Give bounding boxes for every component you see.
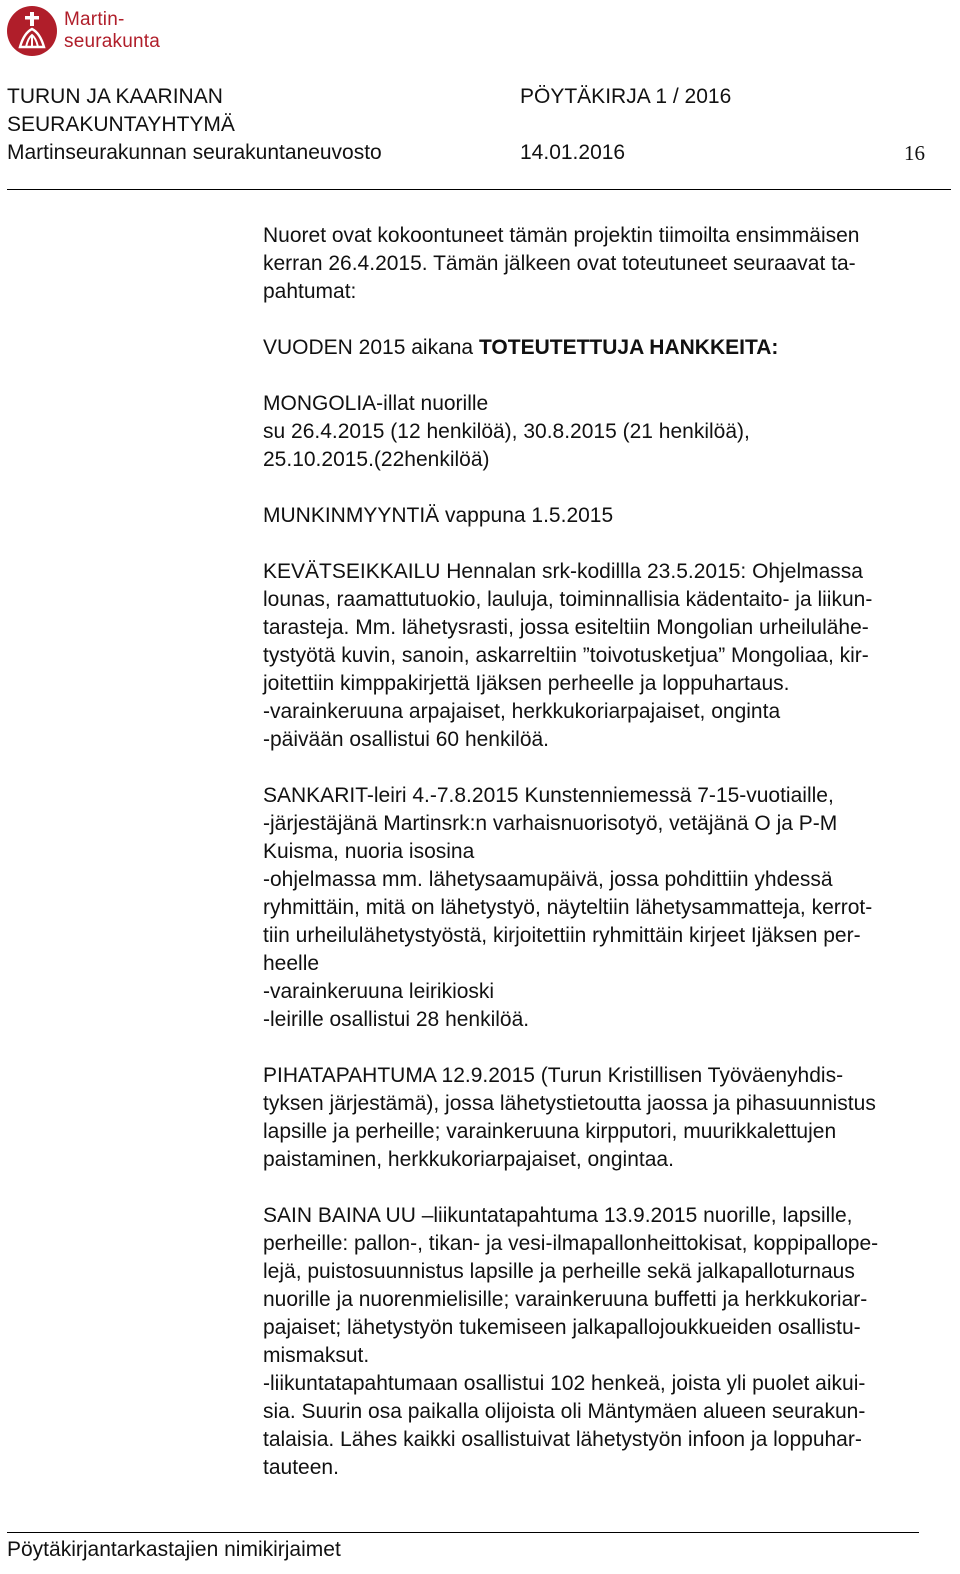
text-line: -leirille osallistui 28 henkilöä. [263, 1008, 530, 1031]
document-body [263, 222, 955, 1482]
church-cross-emblem-icon [6, 5, 58, 57]
intro-paragraph [263, 222, 955, 306]
text-line: 25.10.2015.(22henkilöä) [263, 448, 490, 471]
text-line: mismaksut. [263, 1344, 370, 1367]
logo-wordmark [64, 9, 160, 53]
text-line: SANKARIT-leiri 4.-7.8.2015 Kunstenniemessä 7-15-vuotiaille, [263, 784, 834, 807]
text-line: -järjestäjänä Martinsrk:n varhaisnuorisotyö, vetäjänä O ja P-M [263, 812, 838, 835]
text-line: su 26.4.2015 (12 henkilöä), 30.8.2015 (21 henkilöä), [263, 420, 750, 443]
text-line: tystyötä kuvin, sanoin, askarreltiin ”toivotusketjua” Mongoliaa, kir- [263, 644, 869, 667]
kevatseikkailu-paragraph [263, 558, 955, 754]
page-number: 16 [904, 141, 925, 165]
text-line: PIHATAPAHTUMA 12.9.2015 (Turun Kristillisen Työväenyhdis- [263, 1064, 844, 1087]
text-line: lounas, raamattutuokio, lauluja, toiminnallisia kädentaito- ja liikun- [263, 588, 873, 611]
projects-heading: TOTEUTETTUJA HANKKEITA: [478, 336, 779, 359]
footer-label: Pöytäkirjantarkastajien nimikirjaimet [7, 1538, 341, 1561]
text-line: pahtumat: [263, 280, 357, 303]
text-line: talaisia. Lähes kaikki osallistuivat lähetystyön infoon ja loppuhar- [263, 1428, 862, 1451]
mongolia-paragraph [263, 390, 955, 474]
text-line: tauteen. [263, 1456, 339, 1479]
text-line: heelle [263, 952, 320, 975]
text-line: perheille: pallon-, tikan- ja vesi-ilmapallonheittokisat, koppipallope- [263, 1232, 879, 1255]
text-line: kerran 26.4.2015. Tämän jälkeen ovat toteutuneet seuraavat ta- [263, 252, 856, 275]
text-line: -ohjelmassa mm. lähetysaamupäivä, jossa pohdittiin yhdessä [263, 868, 833, 891]
org-line-2: SEURAKUNTAYHTYMÄ [7, 113, 235, 136]
text-line: Kuisma, nuoria isosina [263, 840, 475, 863]
text-line: -liikuntatapahtumaan osallistui 102 henkeä, joista yli puolet aikui- [263, 1372, 866, 1395]
logo-line-2: seurakunta [64, 31, 161, 52]
text-line: Nuoret ovat kokoontuneet tämän projektin tiimoilta ensimmäisen [263, 224, 860, 247]
text-line: paistaminen, herkkukoriarpajaiset, ongintaa. [263, 1148, 674, 1171]
text-line: tyksen järjestämä), jossa lähetystietoutta jaossa ja pihasuunnistus [263, 1092, 876, 1115]
organization-block [7, 83, 382, 167]
text-line: -varainkeruuna leirikioski [263, 980, 495, 1003]
org-line-3: Martinseurakunnan seurakuntaneuvosto [7, 141, 382, 164]
text-line: SAIN BAINA UU –liikuntatapahtuma 13.9.2015 nuorille, lapsille, [263, 1204, 853, 1227]
text-line: lapsille ja perheille; varainkeruuna kirpputori, muurikkalettujen [263, 1120, 837, 1143]
munkki-paragraph: MUNKINMYYNTIÄ vappuna 1.5.2015 [263, 504, 614, 527]
org-line-1: TURUN JA KAARINAN [7, 85, 223, 108]
text-line: KEVÄTSEIKKAILU Hennalan srk-kodillla 23.5.2015: Ohjelmassa [263, 560, 863, 583]
logo-line-1: Martin- [64, 9, 125, 30]
text-line: -varainkeruuna arpajaiset, herkkukoriarpajaiset, onginta [263, 700, 781, 723]
pihatapahtuma-paragraph [263, 1062, 955, 1174]
sankarit-paragraph [263, 782, 955, 1034]
document-title: PÖYTÄKIRJA 1 / 2016 [520, 85, 732, 108]
sain-baina-uu-paragraph [263, 1202, 955, 1482]
text-line: lejä, puistosuunnistus lapsille ja perheille sekä jalkapalloturnaus [263, 1260, 855, 1283]
text-line: sia. Suurin osa paikalla olijoista oli Mäntymäen alueen seurakun- [263, 1400, 866, 1423]
projects-prefix: VUODEN 2015 aikana [263, 336, 479, 359]
text-line: tarasteja. Mm. lähetysrasti, jossa esiteltiin Mongolian urheilulähe- [263, 616, 869, 639]
text-line: -päivään osallistui 60 henkilöä. [263, 728, 550, 751]
text-line: tiin urheilulähetystyöstä, kirjoitettiin ryhmittäin kirjeet Ijäksen per- [263, 924, 861, 947]
text-line: nuorille ja nuorenmielisille; varainkeruuna buffetti ja herkkukoriar- [263, 1288, 868, 1311]
header-divider [7, 189, 951, 190]
text-line: MONGOLIA-illat nuorille [263, 392, 489, 415]
text-line: ryhmittäin, mitä on lähetystyö, näyteltiin lähetysammatteja, kerrot- [263, 896, 873, 919]
footer-divider [7, 1532, 919, 1533]
text-line: joitettiin kimppakirjettä Ijäksen perheelle ja loppuhartaus. [263, 672, 790, 695]
projects-heading-line [263, 334, 955, 362]
document-date: 14.01.2016 [520, 141, 626, 164]
text-line: pajaiset; lähetystyön tukemiseen jalkapallojoukkueiden osallistu- [263, 1316, 861, 1339]
church-logo [6, 3, 196, 59]
